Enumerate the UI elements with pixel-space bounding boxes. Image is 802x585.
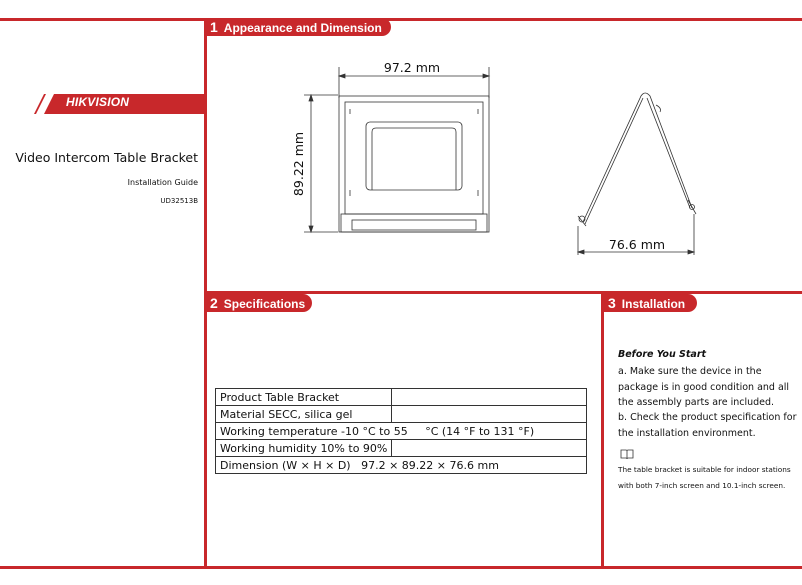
document-code: UD32513B (160, 197, 198, 205)
table-row (216, 457, 587, 474)
section-number: 1 (210, 19, 218, 35)
table-cell: Dimension (W × H × D) 97.2 × 89.22 × 76.6 mm (216, 457, 587, 474)
table-cell (392, 406, 587, 423)
table-cell (392, 389, 587, 406)
document-subtitle: Installation Guide (127, 178, 198, 187)
document-title: Video Intercom Table Bracket (15, 150, 198, 165)
table-row (216, 423, 587, 440)
section-title: Specifications (223, 297, 306, 311)
note-text: The table bracket is suitable for indoor stations with both 7-inch screen and 10.1-inch screen. (618, 465, 791, 490)
table-cell: Material SECC, silica gel (216, 406, 392, 423)
height-dimension-label: 89.22 mm (291, 131, 306, 197)
table-cell: Working temperature -10 °C to 55 °C (14 °F to 131 °F) (216, 423, 587, 440)
table-row (216, 440, 587, 457)
table-cell: Product Table Bracket (216, 389, 392, 406)
table-cell: Working humidity 10% to 90% (216, 440, 392, 457)
note-book-icon (620, 449, 634, 460)
section-number: 3 (608, 295, 616, 311)
step-b-text: b. Check the product specification for the installation environment. (618, 412, 797, 439)
table-row (216, 406, 587, 423)
width-dimension-label: 97.2 mm (383, 60, 441, 75)
specifications-table (215, 388, 587, 474)
front-view-drawing (304, 67, 489, 232)
section-title: Appearance and Dimension (223, 21, 382, 35)
table-row (216, 389, 587, 406)
section-title: Installation (621, 297, 686, 311)
side-view-drawing (578, 93, 696, 255)
before-you-start-heading: Before You Start (618, 349, 707, 360)
table-cell (392, 440, 587, 457)
section-number: 2 (210, 295, 218, 311)
step-a-text: a. Make sure the device in the package is in good condition and all the assembly parts are included. (618, 366, 790, 408)
logo-text: HIKVISION (66, 95, 130, 109)
depth-dimension-label: 76.6 mm (608, 237, 666, 252)
